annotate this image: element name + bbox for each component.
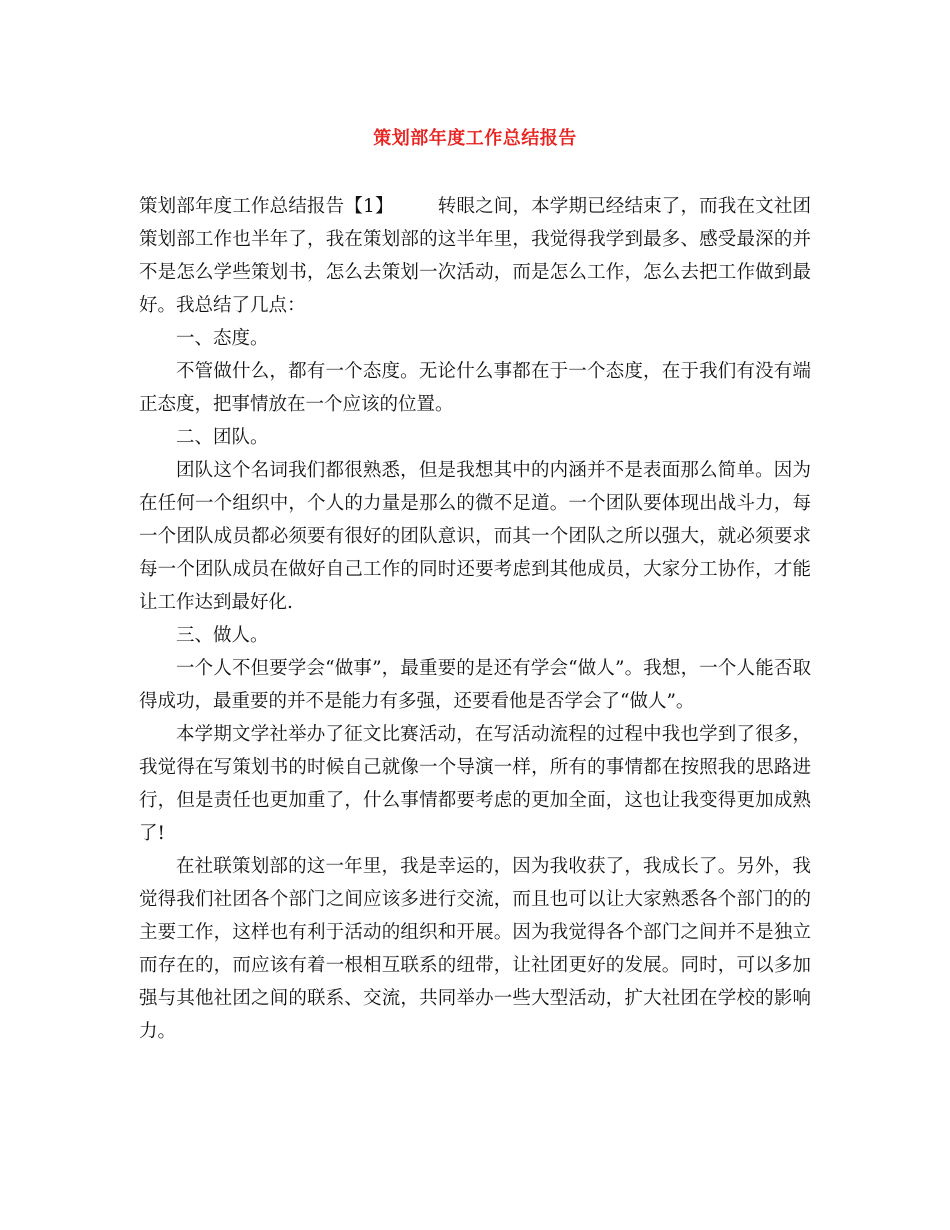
paragraph-conclusion: 在社联策划部的这一年里，我是幸运的，因为我收获了，我成长了。另外，我觉得我们社团各个部门之间应该多进行交流，而且也可以让大家熟悉各个部门的的主要工作，这样也有利于活动的组织和开展。因为我觉得各个部门之间并不是独立而存在的，而应该有着一根相互联系的纽带，让社团更好的发展。同时，可以多加强与其他社团之间的联系、交流，共同举办一些大型活动，扩大社团在学校的影响力。	[139, 856, 811, 1042]
heading-team: 二、团队。	[176, 427, 269, 448]
intro-paragraph	[139, 190, 811, 322]
paragraph-attitude: 不管做什么，都有一个态度。无论什么事都在于一个态度，在于我们有没有端正态度，把事情放在一个应该的位置。	[139, 361, 811, 415]
heading-attitude: 一、态度。	[176, 328, 269, 349]
paragraph-essay-contest: 本学期文学社举办了征文比赛活动，在写活动流程的过程中我也学到了很多，我觉得在写策划书的时候自己就像一个导演一样，所有的事情都在按照我的思路进行，但是责任也更加重了，什么事情都要考虑的更加全面，这也让我变得更加成熟了!	[139, 724, 811, 844]
document-title: 策划部年度工作总结报告	[373, 128, 577, 149]
heading-person: 三、做人。	[176, 625, 269, 646]
intro-text: 转眼之间，本学期已经结束了，而我在文社团策划部工作也半年了，我在策划部的这半年里，我觉得我学到最多、感受最深的并不是怎么学些策划书，怎么去策划一次活动，而是怎么工作，怎么去把工作做到最好。我总结了几点：	[139, 196, 811, 316]
paragraph-person: 一个人不但要学会“做事”，最重要的是还有学会“做人”。我想，一个人能否取得成功，最重要的并不是能力有多强，还要看他是否学会了“做人”。	[139, 658, 811, 712]
intro-label: 策划部年度工作总结报告【1】	[139, 196, 394, 217]
paragraph-team: 团队这个名词我们都很熟悉，但是我想其中的内涵并不是表面那么简单。因为在任何一个组织中，个人的力量是那么的微不足道。一个团队要体现出战斗力，每一个团队成员都必须要有很好的团队意识，而其一个团队之所以强大，就必须要求每一个团队成员在做好自己工作的同时还要考虑到其他成员，大家分工协作，才能让工作达到最好化.	[139, 460, 811, 613]
document-body	[139, 190, 811, 1048]
